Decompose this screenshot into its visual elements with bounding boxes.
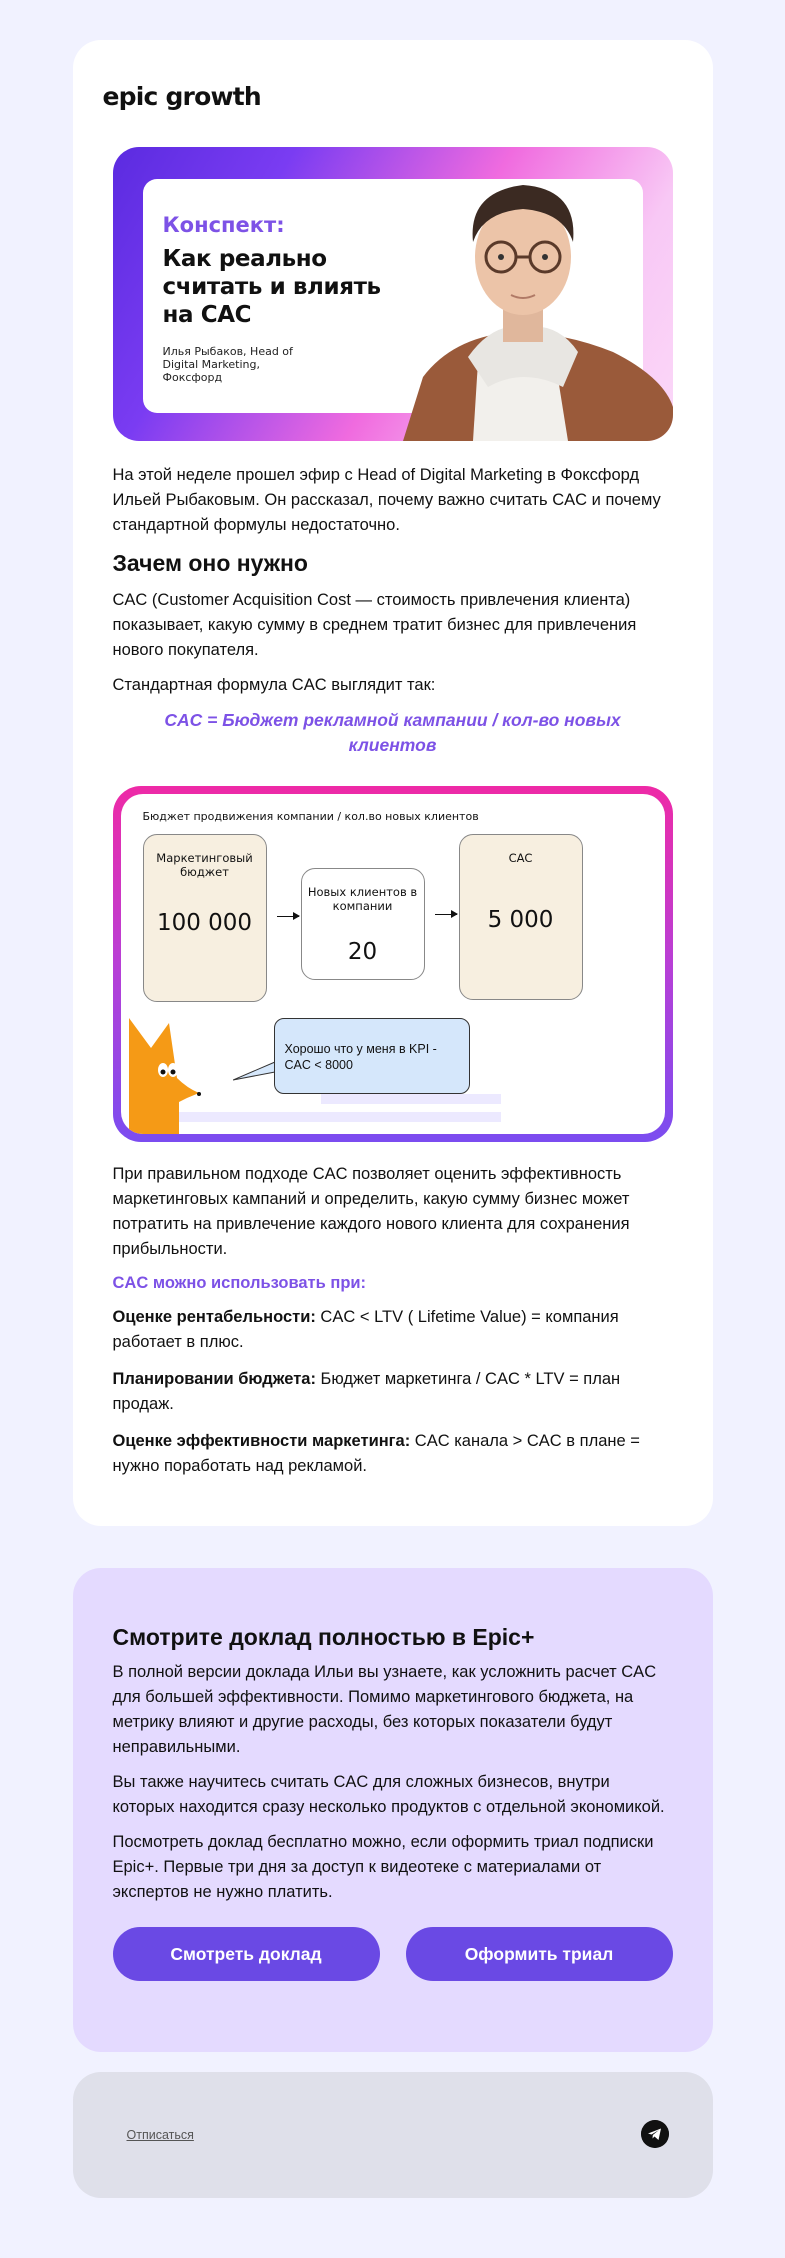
clients-value: 20 xyxy=(347,939,378,965)
use-case-text: CAC канала > CAC в плане = нужно поработать над рекламой. xyxy=(112,1432,640,1475)
footer xyxy=(73,2072,713,2198)
diagram-panel xyxy=(121,794,665,1134)
hero-kicker: Конспект: xyxy=(162,213,285,237)
epic-plus-p2: Вы также научитесь считать CAC для сложных бизнесов, внутри которых находится сразу несколько продуктов с отдельной экономикой. xyxy=(112,1773,665,1816)
use-case-text: Бюджет маркетинга / CAC * LTV = план продаж. xyxy=(112,1370,621,1413)
cta-buttons xyxy=(113,1927,673,1981)
epic-plus-p3: Посмотреть доклад бесплатно можно, если оформить триал подписки Epic+. Первые три дня за доступ к видеотеке с материалами от экспертов не нужно платить. xyxy=(112,1833,654,1901)
epic-growth-logo[interactable]: epic growth xyxy=(102,82,261,111)
use-case-bold: Оценке рентабельности: xyxy=(112,1308,316,1326)
use-case-budget xyxy=(113,1367,673,1417)
intro-paragraph: На этой неделе прошел эфир с Head of Digital Marketing в Фоксфорд Ильей Рыбаковым. Он рассказал, почему важно считать CAC и почему стандартной формулы недостаточно. xyxy=(112,466,661,534)
speech-tail xyxy=(233,1060,277,1084)
epic-plus-card xyxy=(73,1568,713,2052)
unsubscribe-link[interactable]: Отписаться xyxy=(126,2128,194,2142)
clients-label: Новых клиентов в компании xyxy=(307,885,418,913)
cac-label: CAC xyxy=(508,851,533,865)
cac-value: 5 000 xyxy=(487,907,554,933)
budget-value: 100 000 xyxy=(156,910,253,936)
fox-mascot-icon xyxy=(129,1018,219,1134)
diagram-title: Бюджет продвижения компании / кол.во новых клиентов xyxy=(142,810,479,823)
speech-bubble: Хорошо что у меня в KPI - CAC < 8000 xyxy=(274,1018,470,1094)
use-case-marketing xyxy=(113,1429,673,1479)
use-cases-heading: CAC можно использовать при: xyxy=(112,1274,367,1292)
clients-box xyxy=(301,868,425,980)
hero-title: Как реально считать и влиять на CAC xyxy=(162,246,381,328)
budget-label: Маркетинговый бюджет xyxy=(156,851,253,879)
speaker-photo xyxy=(363,147,673,441)
section-heading-why: Зачем оно нужно xyxy=(112,550,308,576)
article-card xyxy=(73,40,713,1526)
decor-stripe xyxy=(321,1094,501,1104)
use-case-text: CAC < LTV ( Lifetime Value) = компания работает в плюс. xyxy=(112,1308,619,1351)
arrow-2 xyxy=(435,914,457,915)
use-case-bold: Планировании бюджета: xyxy=(112,1370,316,1388)
cac-diagram xyxy=(113,786,673,1142)
epic-plus-title: Смотрите доклад полностью в Epic+ xyxy=(112,1624,535,1650)
cac-box xyxy=(459,834,583,1000)
arrow-1 xyxy=(277,916,299,917)
budget-box xyxy=(143,834,267,1002)
hero-banner xyxy=(113,147,673,441)
cac-definition: CAC (Customer Acquisition Cost — стоимость привлечения клиента) показывает, какую сумму в среднем тратит бизнес для привлечения нового покупателя. xyxy=(112,591,637,659)
watch-report-button[interactable]: Смотреть доклад xyxy=(113,1927,380,1981)
use-case-profitability xyxy=(113,1305,673,1355)
telegram-icon[interactable] xyxy=(641,2120,669,2148)
hero-author: Илья Рыбаков, Head of Digital Marketing, Фоксфорд xyxy=(162,345,293,384)
start-trial-button[interactable]: Оформить триал xyxy=(406,1927,673,1981)
cac-formula: CAC = Бюджет рекламной кампании / кол-во новых клиентов xyxy=(164,710,621,755)
after-diagram-paragraph: При правильном подходе CAC позволяет оценить эффективность маркетинговых кампаний и определить, какую сумму бизнес может потратить на привлечение каждого нового клиента для сохранения прибыльности. xyxy=(112,1165,630,1258)
use-case-bold: Оценке эффективности маркетинга: xyxy=(112,1432,411,1450)
epic-plus-p1: В полной версии доклада Ильи вы узнаете, как усложнить расчет CAC для большей эффективности. Помимо маркетингового бюджета, на метрику влияют и другие расходы, без которых показатели будут неправильными. xyxy=(112,1663,657,1756)
formula-lead: Стандартная формула CAC выглядит так: xyxy=(112,676,436,694)
